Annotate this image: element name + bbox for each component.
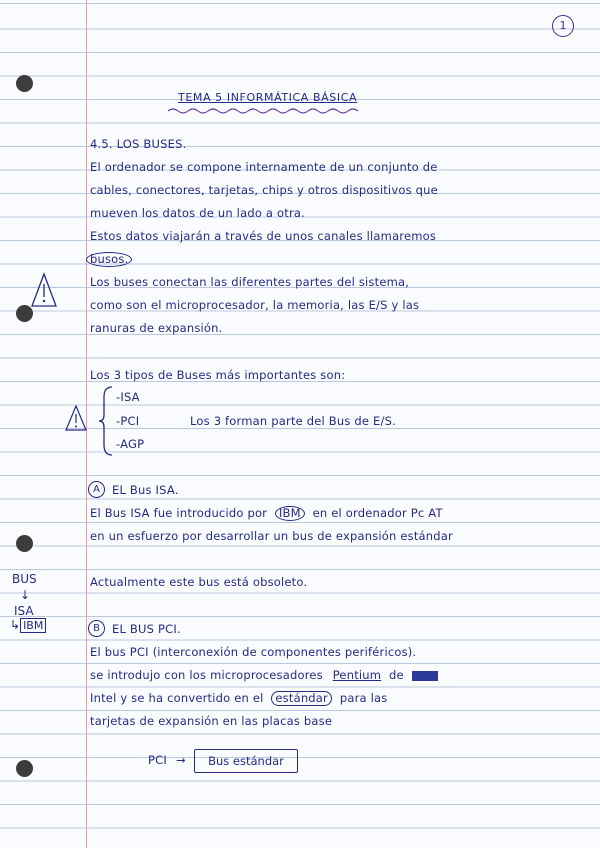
text-line: ranuras de expansión. <box>90 321 223 335</box>
circled-word-text: estándar <box>271 691 332 706</box>
section-heading: EL Bus ISA. <box>112 483 179 497</box>
circled-word-text: busos. <box>86 252 132 267</box>
text-fragment: de <box>389 668 404 682</box>
section-heading: EL BUS PCI. <box>112 622 181 636</box>
warning-triangle-icon <box>64 404 88 434</box>
text-line <box>90 668 438 682</box>
binder-hole <box>16 760 33 777</box>
binder-hole <box>16 535 33 552</box>
side-note-middle: ISA <box>14 604 34 618</box>
side-note-top: BUS <box>12 572 37 586</box>
circled-word-text: IBM <box>275 506 305 521</box>
bus-type-item: -PCI <box>116 414 140 428</box>
text-line: como son el microprocesador, la memoria, las E/S y las <box>90 298 420 312</box>
diagram-from: PCI <box>148 753 167 767</box>
page-number: 1 <box>552 15 574 37</box>
text-line: en un esfuerzo por desarrollar un bus de expansión estándar <box>90 529 453 543</box>
text-line: Los buses conectan las diferentes partes del sistema, <box>90 275 410 289</box>
page-title: TEMA 5 INFORMÁTICA BÁSICA <box>178 91 358 104</box>
section-letter-badge: B <box>88 620 105 637</box>
side-note-arrow: ↓ <box>20 588 31 602</box>
bus-type-item: -AGP <box>116 437 145 451</box>
underlined-word: Pentium <box>332 668 382 682</box>
section-heading: 4.5. LOS BUSES. <box>90 137 187 151</box>
side-note-boxed: IBM <box>20 618 46 633</box>
side-note-prefix: ↳ <box>10 618 21 632</box>
text-line <box>90 506 443 521</box>
text-fragment: en el ordenador Pc AT <box>312 506 443 520</box>
circled-word <box>86 252 132 267</box>
text-line: Los 3 tipos de Buses más importantes son: <box>90 368 346 382</box>
scribble-mark <box>412 671 438 681</box>
curly-brace-icon <box>98 385 114 457</box>
warning-triangle-icon <box>30 272 58 310</box>
text-line: El ordenador se compone internamente de un conjunto de <box>90 160 438 174</box>
text-fragment: para las <box>339 691 388 705</box>
text-fragment: Intel y se ha convertido en el <box>90 691 264 705</box>
text-line: mueven los datos de un lado a otra. <box>90 206 305 220</box>
diagram-box: Bus estándar <box>194 749 298 773</box>
text-line: Estos datos viajarán a través de unos canales llamaremos <box>90 229 437 243</box>
text-line: tarjetas de expansión en las placas base <box>90 714 333 728</box>
text-line <box>90 691 387 706</box>
bus-types-note: Los 3 forman parte del Bus de E/S. <box>190 414 396 428</box>
bus-type-item: -ISA <box>116 390 140 404</box>
diagram-arrow: → <box>176 753 186 767</box>
text-line: El bus PCI (interconexión de componentes periféricos). <box>90 645 417 659</box>
binder-hole <box>16 75 33 92</box>
text-fragment: se introdujo con los microprocesadores <box>90 668 323 682</box>
text-line: Actualmente este bus está obsoleto. <box>90 575 308 589</box>
text-line: cables, conectores, tarjetas, chips y otros dispositivos que <box>90 183 438 197</box>
wavy-underline <box>168 107 358 115</box>
section-letter-badge: A <box>88 481 105 498</box>
text-fragment: El Bus ISA fue introducido por <box>90 506 268 520</box>
side-note-bottom <box>10 618 46 632</box>
